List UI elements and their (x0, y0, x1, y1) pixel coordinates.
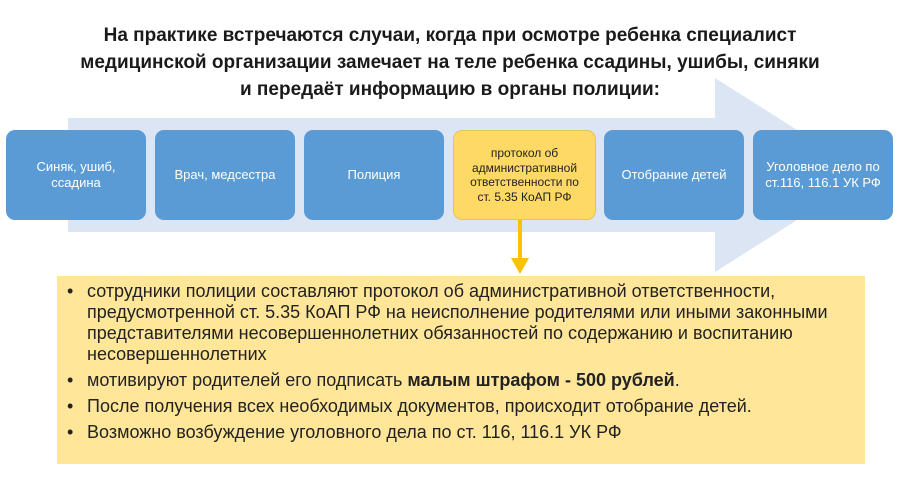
detail-item-removal: • После получения всех необходимых документов, происходит отобрание детей. (63, 396, 859, 417)
step-child-removal: Отобрание детей (604, 130, 744, 220)
step-protocol: протокол об административной ответственности по ст. 5.35 КоАП РФ (453, 130, 596, 220)
title-line-1: На практике встречаются случаи, когда при осмотре ребенка специалист (103, 25, 797, 46)
step-doctor-nurse: Врач, медсестра (155, 130, 295, 220)
fine-text: мотивируют родителей его подписать (87, 370, 408, 390)
details-list (63, 281, 859, 443)
connector-arrowhead (511, 258, 529, 274)
step-criminal-case: Уголовное дело по ст.116, 116.1 УК РФ (753, 130, 893, 220)
details-panel (57, 276, 865, 464)
detail-item-protocol: • сотрудники полиции составляют протокол об административной ответственности, предусмотренной ст. 5.35 КоАП РФ на неисполнение родителями или иными законными представителями несовершеннолетних обязанностей по содержанию и воспитанию несовершеннолетних (63, 281, 859, 365)
fine-amount: малым штрафом - 500 рублей (407, 370, 675, 390)
title-line-2: медицинской организации замечает на теле ребенка ссадины, ушибы, синяки (80, 52, 820, 73)
detail-item-fine (63, 370, 859, 391)
step-bruise: Синяк, ушиб, ссадина (6, 130, 146, 220)
fine-period: . (674, 370, 680, 390)
detail-item-criminal: • Возможно возбуждение уголовного дела по ст. 116, 116.1 УК РФ (63, 422, 859, 443)
step-police: Полиция (304, 130, 444, 220)
title-line-3: и передаёт информацию в органы полиции: (239, 79, 661, 100)
